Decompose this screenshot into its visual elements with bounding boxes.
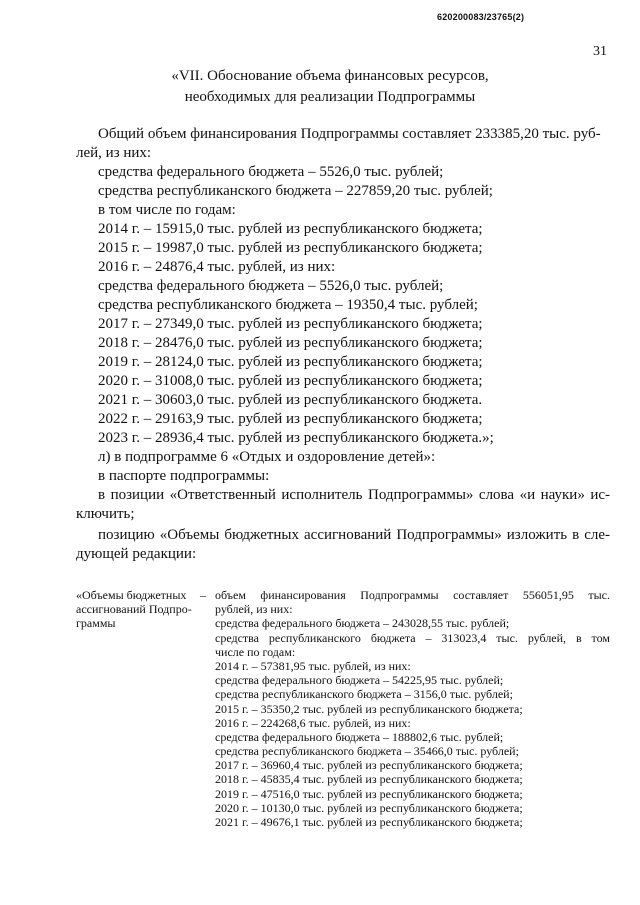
body-line: 2014 г. – 15915,0 тыс. рублей из республиканского бюджета; (98, 221, 483, 237)
right-cell-line: 2014 г. – 57381,95 тыс. рублей, из них: (215, 658, 411, 673)
body-line: 2015 г. – 19987,0 тыс. рублей из республиканского бюджета; (98, 240, 483, 256)
right-cell-line: 2019 г. – 47516,0 тыс. рублей из республиканского бюджета; (215, 786, 523, 801)
table-right-cell (215, 588, 610, 829)
body-line: 2023 г. – 28936,4 тыс. рублей из республиканского бюджета.»; (98, 430, 494, 446)
right-cell-line: средства федерального бюджета – 188802,6 тыс. рублей; (215, 729, 504, 744)
body-line: 2020 г. – 31008,0 тыс. рублей из республиканского бюджета; (98, 373, 483, 389)
right-cell-line: числе по годам: (215, 644, 296, 659)
right-cell-line: средства республиканского бюджета – 3156,0 тыс. рублей; (215, 687, 513, 702)
left-cell-line: «Объемы бюджетных (76, 588, 187, 602)
body-line: средства республиканского бюджета – 227859,20 тыс. рублей; (98, 183, 493, 199)
right-cell-line: 2015 г. – 35350,2 тыс. рублей из республиканского бюджета; (215, 701, 523, 716)
right-cell-line: объем финансирования Подпрограммы составляет 556051,95 тыс. (215, 588, 610, 602)
right-cell-line: средства федерального бюджета – 243028,55 тыс. рублей; (215, 616, 510, 631)
document-id: 620200083/23765(2) (437, 12, 525, 22)
body-line: в паспорте подпрограммы: (98, 468, 270, 484)
body-line: л) в подпрограмме 6 «Отдых и оздоровление детей»: (98, 449, 436, 465)
right-cell-line: средства федерального бюджета – 54225,95 тыс. рублей; (215, 673, 504, 688)
right-cell-line: 2016 г. – 224268,6 тыс. рублей, из них: (215, 715, 411, 730)
right-cell-line: средства республиканского бюджета – 313023,4 тыс. рублей, в том (215, 630, 610, 645)
body-line: 2019 г. – 28124,0 тыс. рублей из республиканского бюджета; (98, 354, 483, 370)
body-line: 2022 г. – 29163,9 тыс. рублей из республиканского бюджета; (98, 411, 483, 427)
body-line: в позиции «Ответственный исполнитель Подпрограммы» слова «и науки» ис- (98, 487, 610, 503)
body-line: 2017 г. – 27349,0 тыс. рублей из республиканского бюджета; (98, 316, 483, 332)
body-line: в том числе по годам: (98, 202, 236, 218)
body-line: Общий объем финансирования Подпрограммы составляет 233385,20 тыс. руб- (98, 126, 601, 142)
right-cell-line: средства республиканского бюджета – 35466,0 тыс. рублей; (215, 744, 519, 759)
right-cell-line: 2020 г. – 10130,0 тыс. рублей из республиканского бюджета; (215, 800, 523, 815)
body-line: 2016 г. – 24876,4 тыс. рублей, из них: (98, 259, 336, 275)
body-line: лей, из них: (76, 145, 152, 161)
left-cell-line: ассигнований Подпро- (76, 602, 192, 616)
body-line: позицию «Объемы бюджетных ассигнований Подпрограммы» изложить в сле- (98, 527, 610, 543)
right-cell-line: рублей, из них: (215, 602, 293, 617)
body-line: 2018 г. – 28476,0 тыс. рублей из республиканского бюджета; (98, 335, 483, 351)
right-cell-line: 2017 г. – 36960,4 тыс. рублей из республиканского бюджета; (215, 758, 523, 773)
body-line: средства республиканского бюджета – 19350,4 тыс. рублей; (98, 297, 478, 313)
section-title (60, 66, 600, 108)
section-title-line-2: необходимых для реализации Подпрограммы (184, 89, 476, 105)
table-dash: – (200, 588, 206, 602)
section-title-line-1: «VII. Обоснование объема финансовых ресурсов, (171, 68, 489, 84)
body-line: 2021 г. – 30603,0 тыс. рублей из республиканского бюджета. (98, 392, 483, 408)
body-line: средства федерального бюджета – 5526,0 тыс. рублей; (98, 164, 444, 180)
left-cell-line: граммы (76, 616, 116, 630)
body-line: ключить; (76, 506, 135, 522)
page-number: 31 (593, 44, 607, 59)
right-cell-line: 2018 г. – 45835,4 тыс. рублей из республиканского бюджета; (215, 772, 523, 787)
right-cell-line: 2021 г. – 49676,1 тыс. рублей из республиканского бюджета; (215, 815, 523, 829)
body-line: средства федерального бюджета – 5526,0 тыс. рублей; (98, 278, 444, 294)
table-left-cell (76, 588, 202, 630)
body-line: дующей редакции: (76, 546, 197, 562)
